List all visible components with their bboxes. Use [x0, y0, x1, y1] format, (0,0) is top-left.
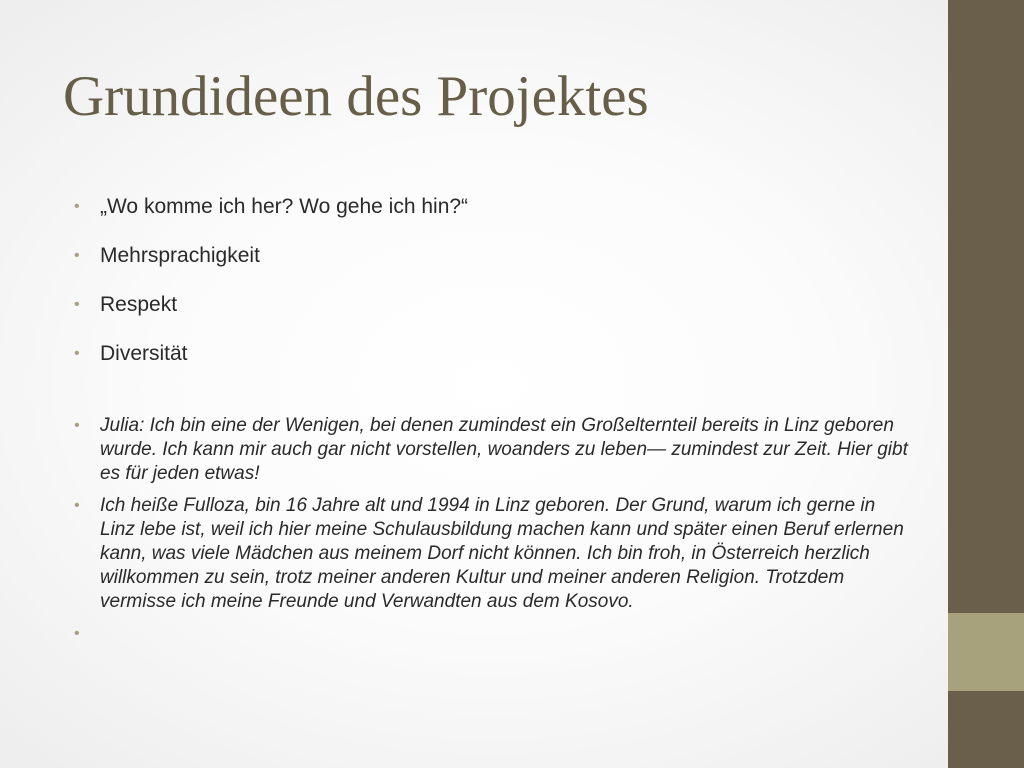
bullet-item [72, 192, 912, 222]
quote-item-fulloza [72, 494, 912, 614]
bullet-list [72, 192, 912, 646]
empty-bullet-item [72, 622, 912, 646]
sidebar-accent-block [948, 613, 1024, 691]
quote-item-julia [72, 414, 912, 486]
bullet-dot-icon: • [74, 497, 80, 514]
bullet-text: „Wo komme ich her? Wo gehe ich hin?“ [100, 195, 469, 218]
bullet-spacer [72, 388, 912, 414]
quote-text: Ich heiße Fulloza, bin 16 Jahre alt und 1994 in Linz geboren. Der Grund, warum ich gerne in Linz lebe ist, weil ich hier meine Schulausbildung machen kann und später einen Beruf erlernen kann, was viele Mädchen aus meinem Dorf nicht können. Ich bin froh, in Österreich herzlich willkommen zu sein, trotz meiner anderen Kultur und meiner anderen Religion. Trotzdem vermisse ich meine Freunde und Verwandten aus dem Kosovo. [100, 495, 904, 612]
bullet-text: Respekt [100, 293, 178, 316]
sidebar-decoration [948, 0, 1024, 768]
bullet-dot-icon: • [74, 198, 80, 215]
bullet-item [72, 339, 912, 369]
bullet-dot-icon: • [74, 247, 80, 264]
bullet-dot-icon: • [74, 345, 80, 362]
quote-text: Julia: Ich bin eine der Wenigen, bei denen zumindest ein Großelternteil bereits in Linz geboren wurde. Ich kann mir auch gar nicht vorstellen, woanders zu leben— zumindest zur Zeit. Hier gibt es für jeden etwas! [100, 415, 908, 484]
bullet-item [72, 290, 912, 320]
bullet-text: Diversität [100, 342, 188, 365]
bullet-dot-icon: • [74, 296, 80, 313]
bullet-text: Mehrsprachigkeit [100, 244, 260, 267]
bullet-dot-icon: • [74, 417, 80, 434]
slide-title: Grundideen des Projektes [63, 65, 649, 128]
bullet-item [72, 241, 912, 271]
bullet-dot-icon: • [74, 625, 80, 642]
